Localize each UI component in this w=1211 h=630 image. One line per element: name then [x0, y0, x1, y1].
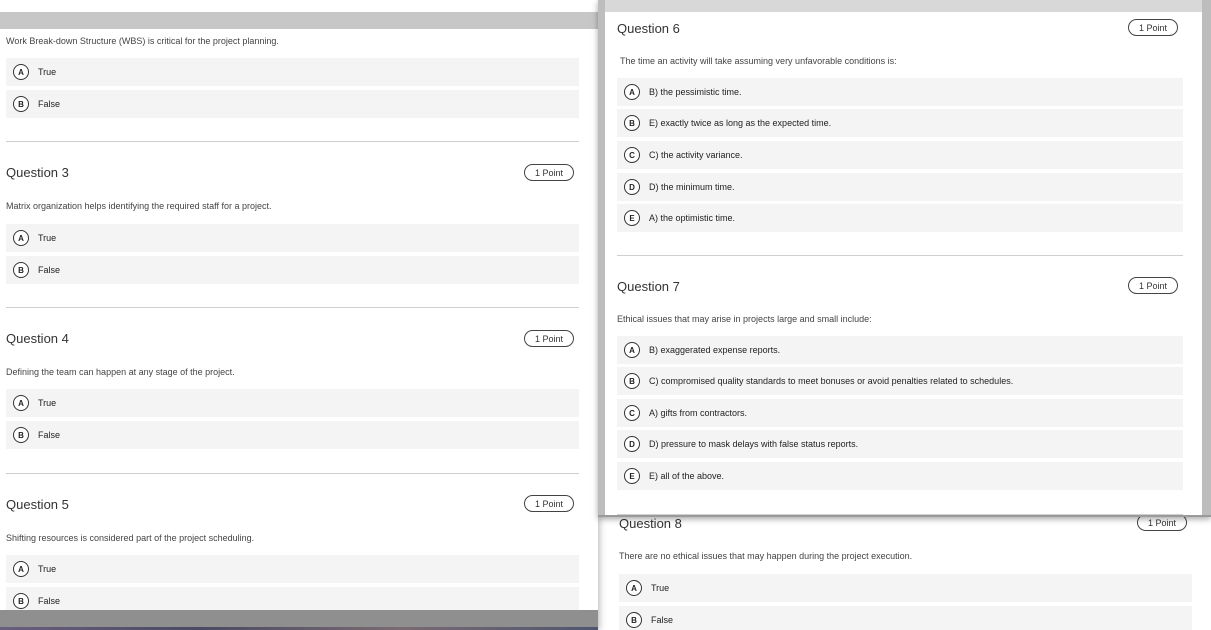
option-letter-badge: B — [13, 593, 29, 609]
option-letter-badge: B — [624, 373, 640, 389]
question-separator — [6, 141, 579, 142]
question-7-option-e[interactable] — [617, 462, 1183, 490]
option-label: A) the optimistic time. — [649, 213, 736, 223]
option-label: False — [38, 596, 61, 606]
option-letter-badge: D — [624, 436, 640, 452]
option-label: D) pressure to mask delays with false status reports. — [649, 439, 859, 449]
option-letter-badge: D — [624, 179, 640, 195]
option-letter-badge: C — [624, 147, 640, 163]
question-7-option-c[interactable] — [617, 399, 1183, 427]
option-letter-badge: A — [13, 230, 29, 246]
question-8-text: There are no ethical issues that may happen during the project execution. — [619, 551, 913, 561]
option-label: True — [38, 398, 57, 408]
question-separator — [617, 255, 1183, 256]
option-label: False — [38, 265, 61, 275]
question-7-option-b[interactable] — [617, 367, 1183, 395]
option-label: True — [38, 564, 57, 574]
question-4-text: Defining the team can happen at any stage of the project. — [6, 367, 235, 377]
question-7-option-d[interactable] — [617, 430, 1183, 458]
option-label: D) the minimum time. — [649, 182, 735, 192]
option-letter-badge: A — [626, 580, 642, 596]
right-window-content — [605, 12, 1202, 515]
right-window-top-edge[interactable] — [598, 0, 1211, 12]
option-letter-badge: A — [13, 395, 29, 411]
option-letter-badge: B — [626, 612, 642, 628]
option-label: E) exactly twice as long as the expected time. — [649, 118, 832, 128]
question-separator — [6, 473, 579, 474]
question-6-option-b[interactable] — [617, 109, 1183, 137]
left-window-titlebar[interactable] — [0, 12, 598, 29]
option-label: True — [651, 583, 670, 593]
question-8-points-badge: 1 Point — [1137, 517, 1187, 531]
option-label: False — [38, 99, 61, 109]
question-3-option-b[interactable] — [6, 256, 579, 284]
option-letter-badge: B — [624, 115, 640, 131]
question-3-text: Matrix organization helps identifying the required staff for a project. — [6, 201, 272, 211]
question-7-title: Question 7 — [617, 279, 680, 294]
option-label: False — [651, 615, 674, 625]
option-letter-badge: A — [13, 561, 29, 577]
background-quiz-window — [598, 517, 1211, 630]
question-4-option-a[interactable] — [6, 389, 579, 417]
question-2-option-a[interactable] — [6, 58, 579, 86]
question-8-option-b[interactable] — [619, 606, 1192, 630]
option-letter-badge: B — [13, 96, 29, 112]
left-quiz-window — [0, 0, 598, 630]
question-separator — [617, 514, 1183, 515]
option-letter-badge: E — [624, 468, 640, 484]
option-label: B) the pessimistic time. — [649, 87, 742, 97]
question-8-title: Question 8 — [619, 517, 682, 531]
option-letter-badge: A — [624, 342, 640, 358]
right-quiz-window — [598, 0, 1211, 517]
question-5-points-badge: 1 Point — [524, 495, 574, 512]
question-4-points-badge: 1 Point — [524, 330, 574, 347]
question-4-option-b[interactable] — [6, 421, 579, 449]
question-3-points-badge: 1 Point — [524, 164, 574, 181]
right-window-right-edge — [1202, 0, 1211, 517]
question-6-title: Question 6 — [617, 21, 680, 36]
question-2-option-b[interactable] — [6, 90, 579, 118]
question-5-title: Question 5 — [6, 497, 69, 512]
question-6-option-e[interactable] — [617, 204, 1183, 232]
option-letter-badge: B — [13, 262, 29, 278]
option-letter-badge: A — [13, 64, 29, 80]
option-letter-badge: C — [624, 405, 640, 421]
question-6-option-a[interactable] — [617, 78, 1183, 106]
option-label: C) compromised quality standards to meet bonuses or avoid penalties related to schedules. — [649, 376, 1014, 386]
right-window-bottom-edge — [598, 515, 1211, 517]
question-3-title: Question 3 — [6, 165, 69, 180]
option-label: True — [38, 233, 57, 243]
question-6-option-c[interactable] — [617, 141, 1183, 169]
option-label: A) gifts from contractors. — [649, 408, 748, 418]
question-4-title: Question 4 — [6, 331, 69, 346]
option-label: B) exaggerated expense reports. — [649, 345, 781, 355]
question-7-option-a[interactable] — [617, 336, 1183, 364]
question-6-text: The time an activity will take assuming very unfavorable conditions is: — [620, 56, 897, 66]
option-label: True — [38, 67, 57, 77]
option-letter-badge: B — [13, 427, 29, 443]
question-5-text: Shifting resources is considered part of the project scheduling. — [6, 533, 255, 543]
question-3-option-a[interactable] — [6, 224, 579, 252]
left-window-bottom-bar — [0, 610, 598, 630]
option-label: C) the activity variance. — [649, 150, 743, 160]
question-6-points-badge: 1 Point — [1128, 19, 1178, 36]
option-label: E) all of the above. — [649, 471, 725, 481]
question-7-text: Ethical issues that may arise in projects large and small include: — [617, 314, 872, 324]
option-label: False — [38, 430, 61, 440]
option-letter-badge: E — [624, 210, 640, 226]
option-letter-badge: A — [624, 84, 640, 100]
right-window-left-edge — [598, 0, 605, 517]
question-7-points-badge: 1 Point — [1128, 277, 1178, 294]
question-2-text: Work Break-down Structure (WBS) is critical for the project planning. — [6, 36, 279, 46]
question-8-option-a[interactable] — [619, 574, 1192, 602]
question-5-option-a[interactable] — [6, 555, 579, 583]
question-6-option-d[interactable] — [617, 173, 1183, 201]
question-separator — [6, 307, 579, 308]
